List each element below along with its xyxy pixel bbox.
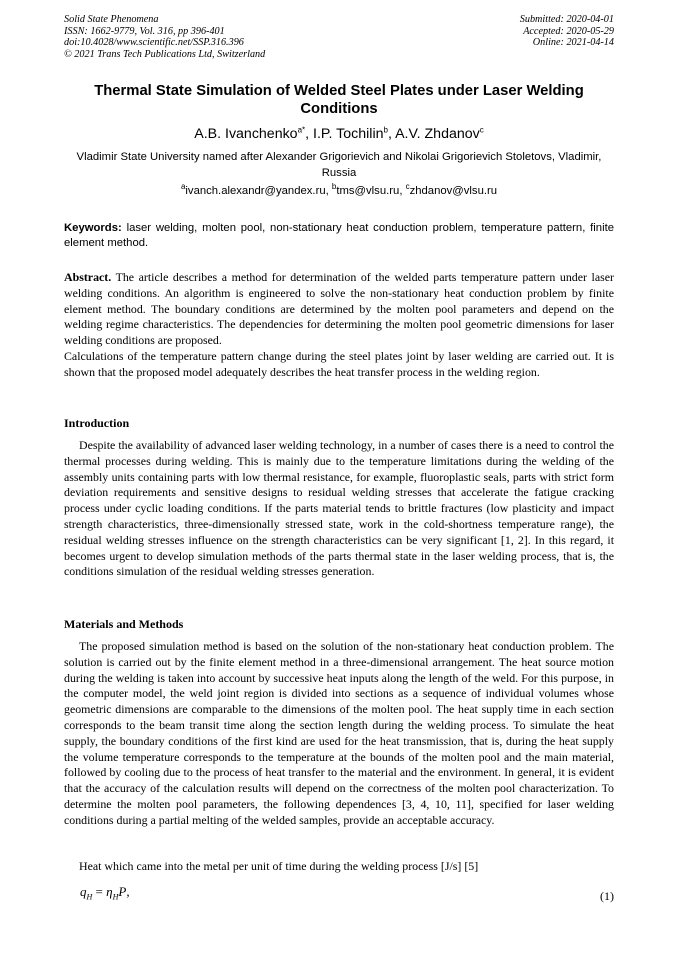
email-list (64, 184, 614, 199)
heat-input-line: Heat which came into the metal per unit of time during the welding process [J/s] [5] (79, 859, 479, 873)
email-mark: c (405, 182, 410, 192)
author-name: A.B. Ivanchenko (194, 126, 298, 142)
introduction-paragraph: Despite the availability of advanced laser welding technology, in a number of cases there is a need to control the thermal processes during welding. This is mainly due to the temperature limitations during the welding of the assembly units containing parts with low thermal resistance, for example, fluoroplastic seals, parts with strict form deviation requirements and sensitive designs to residual welding stresses that accelerate the fatigue cracking process under cyclic loading conditions. If the parts material tends to brittle fractures (low plasticity and impact strength characteristics, three-dimensionally stressed state, work in the cold-shortness temperature range), the residual welding stresses influence on the strength characteristics can be very significant [1, 2]. In this regard, it becomes urgent to develop simulation methods of the parts thermal state in the laser welding process, that is, the conditions simulation of the residual welding stresses generation. (64, 438, 614, 579)
author-separator: , (387, 126, 396, 142)
abstract-text: The article describes a method for determination of the welded parts temperature pattern under laser welding conditions. An algorithm is engineered to solve the non-stationary heat conduction problem by finite element method. The boundary conditions are determined by the molten pool parameters and depend on the welding regime characteristics. The dependencies for determining the molten pool geometric dimensions for laser welding conditions are proposed. (64, 270, 614, 348)
equation-number: (1) (600, 889, 614, 903)
author-list (64, 125, 614, 143)
author-name: I.P. Tochilin (313, 126, 384, 142)
section-heading-methods: Materials and Methods (64, 617, 184, 631)
journal-name: Solid State Phenomena (64, 14, 159, 25)
affiliation: Vladimir State University named after Alexander Grigorievich and Nikolai Grigorievich Stoletovs, Vladimir, Russia (76, 151, 602, 179)
abstract-paragraph: Calculations of the temperature pattern change during the steel plates joint by laser welding are carried out. It is shown that the proposed model adequately describes the heat transfer process in the welding region. (64, 348, 614, 379)
journal-doi: doi:10.4028/www.scientific.net/SSP.316.396 (64, 37, 244, 49)
email-separator: , (399, 185, 406, 197)
email-separator: , (325, 185, 332, 197)
keywords-label: Keywords: (64, 222, 122, 234)
equation-1: $q_H = \eta_HP$, (80, 884, 130, 902)
author-name: A.V. Zhdanov (395, 126, 480, 142)
abstract (64, 270, 614, 381)
header-left (64, 14, 265, 60)
email-mark: a (180, 182, 186, 192)
keywords (64, 221, 614, 250)
email-link[interactable]: ivanch.alexandr@yandex.ru (185, 185, 326, 197)
author-affiliation-mark: a* (297, 125, 306, 135)
author-affiliation-mark: b (383, 125, 388, 135)
header-right (520, 14, 614, 49)
email-link[interactable]: zhdanov@vlsu.ru (409, 185, 498, 197)
journal-copyright: © 2021 Trans Tech Publications Ltd, Switzerland (64, 48, 266, 60)
journal-issn: ISSN: 1662-9779, Vol. 316, pp 396-401 (64, 25, 225, 37)
paper-title: Thermal State Simulation of Welded Steel Plates under Laser Welding Conditions (94, 83, 584, 117)
methods-paragraph: The proposed simulation method is based on the solution of the non-stationary heat conduction problem. The solution is carried out by the finite element method in a three-dimensional arrangement. The heat source motion during the welding is taken into account by successive heat inputs along the length of the weld. For this purpose, in the computer model, the weld joint region is divided into sections as a sequence of individual volumes whose geometric dimensions are comparable to the dimensions of the molten pool. The heat supply time in each section corresponds to the beam transit time along the section length during the welding process. To simulate the heat supply, the boundary conditions of the first kind are used for the heat transmission, that is, during the heat supply the volume temperature corresponds to the temperature at the bounds of the molten pool and the main material, followed by cooling due to the process of heat transfer to the material and the environment. In general, it is evident that the accuracy of the calculation results will depend on the correctness of the molten pool characterization. To determine the molten pool parameters, the following dependences [3, 4, 10, 11], specified for laser welding conditions during a partial melting of the welded samples, provide an acceptable accuracy. (64, 639, 614, 827)
online-date: Online: 2021-04-14 (532, 37, 614, 49)
author-separator: , (305, 126, 314, 142)
author-affiliation-mark: c (479, 125, 484, 135)
abstract-paragraph (64, 270, 614, 349)
submitted-date: Submitted: 2020-04-01 (519, 14, 614, 25)
accepted-date: Accepted: 2020-05-29 (523, 25, 614, 37)
section-heading-introduction: Introduction (64, 416, 130, 430)
keywords-text: laser welding, molten pool, non-stationary heat conduction problem, temperature pattern, finite element method. (64, 222, 614, 249)
email-link[interactable]: tms@vlsu.ru (336, 185, 400, 197)
email-mark: b (331, 182, 337, 192)
abstract-label: Abstract. (64, 270, 112, 284)
